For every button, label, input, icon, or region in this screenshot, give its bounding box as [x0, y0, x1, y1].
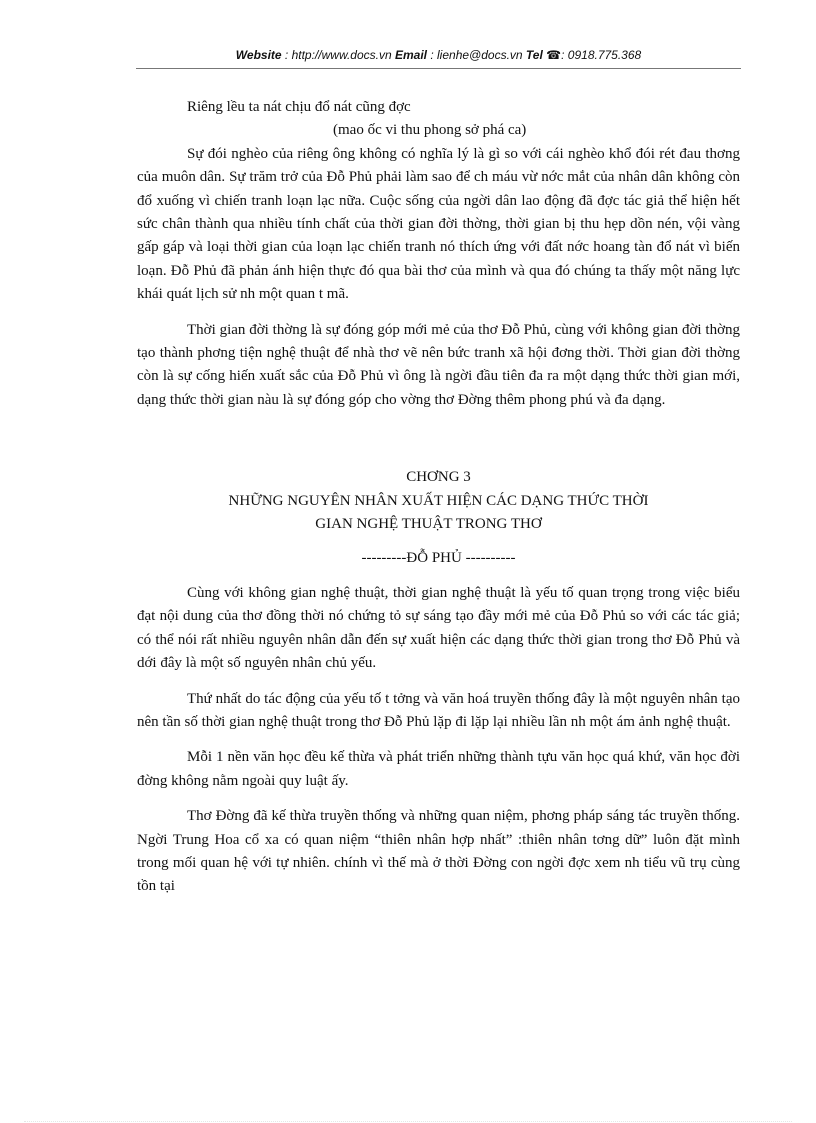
tel-value: : 0918.775.368	[561, 48, 642, 62]
chapter-label: CHƠNG 3	[406, 469, 471, 486]
email-label: Email	[394, 48, 427, 62]
paragraph-2: Thời gian đời thờng là sự đóng góp mới mẻ của thơ Đỗ Phủ, cùng với không gian đời thờng tạo thành phơng tiện nghệ thuật để nhà thơ vẽ nên bức tranh xã hội đơng thời. Thời gian đời thờng còn là sự cống hiến xuất sắc của Đỗ Phủ vì ông là ngời đầu tiên đa ra một dạng thức thời gian mới, dạng thức thời gian nàu là sự đóng góp cho vờng thơ Đờng thêm phong phú và đa dạng.	[137, 321, 740, 408]
verse-line-1: Riêng lều ta nát chịu đổ nát cũng đợc	[187, 99, 411, 115]
paragraph-4: Thứ nhất do tác động của yếu tố t tởng và văn hoá truyền thống đây là một nguyên nhân tạo nên tần số thời gian nghệ thuật trong thơ Đỗ Phủ lặp đi lặp lại nhiều lần nh một ám ảnh nghệ thuật.	[137, 690, 740, 730]
verse-line-2: (mao ốc vi thu phong sở phá ca)	[333, 122, 527, 139]
paragraph-1: Sự đói nghèo của riêng ông không có nghĩa lý là gì so với cái nghèo khổ đói rét đau thơng của muôn dân. Sự trăm trở của Đỗ Phủ phải làm sao để ch máu vừ nớc mắt của nhân dân không còn đổ xuống vì chiến tranh loạn lạc nữa. Cuộc sống của ngời dân lao động đã đợc tác giả thể hiện hết sức chân thành qua nhiều tính chất của thời gian đời thờng, thời gian bị thu hẹp dồn nén, vội vàng gấp gáp và loại thời gian của loạn lạc chiến tranh nó thích ứng với đất nớc hoang tàn đổ nát vì biến loạn. Đỗ Phủ đã phản ánh hiện thực đó qua bài thơ của mình và qua đó chúng ta thấy một năng lực khái quát lịch sử nh một quan t mã.	[137, 145, 740, 303]
chapter-subtitle: ---------ĐỖ PHỦ ----------	[361, 549, 516, 566]
tel-label: Tel	[525, 48, 543, 62]
phone-icon: ☎	[546, 48, 562, 62]
document-body	[137, 96, 740, 899]
website-value: : http://www.docs.vn	[284, 48, 392, 62]
paragraph-5: Mỗi 1 nền văn học đều kế thừa và phát triển những thành tựu văn học quá khứ, văn học đời đờng không nằm ngoài quy luật ấy.	[137, 749, 740, 789]
email-value: : lienhe@docs.vn	[430, 48, 523, 62]
footer-divider	[24, 1121, 792, 1122]
chapter-title-line-1: NHỮNG NGUYÊN NHÂN XUẤT HIỆN CÁC DẠNG THỨC THỜI	[228, 492, 649, 509]
website-label: Website	[235, 48, 282, 62]
paragraph-3: Cùng với không gian nghệ thuật, thời gian nghệ thuật là yếu tố quan trọng trong việc biểu đạt nội dung của thơ đồng thời nó chứng tỏ sự sáng tạo đầy mới mẻ của Đỗ Phủ so với các tác giả; có thể nói rất nhiều nguyên nhân dẫn đến sự xuất hiện các dạng thức thời gian trong thơ Đỗ Phủ và dới đây là một số nguyên nhân chủ yếu.	[137, 584, 740, 672]
chapter-title-line-2: GIAN NGHỆ THUẬT TRONG THƠ	[315, 516, 542, 533]
paragraph-6: Thơ Đờng đã kế thừa truyền thống và những quan niệm, phơng pháp sáng tác truyền thống. Ngời Trung Hoa cổ xa có quan niệm “thiên nhân hợp nhất” :thiên nhân tơng dữ” luôn đặt mình trong mối quan hệ với tự nhiên. chính vì thế mà ở thời Đờng con ngời đợc xem nh tiểu vũ trụ cùng tồn tại	[137, 808, 740, 895]
page-header	[136, 46, 741, 69]
